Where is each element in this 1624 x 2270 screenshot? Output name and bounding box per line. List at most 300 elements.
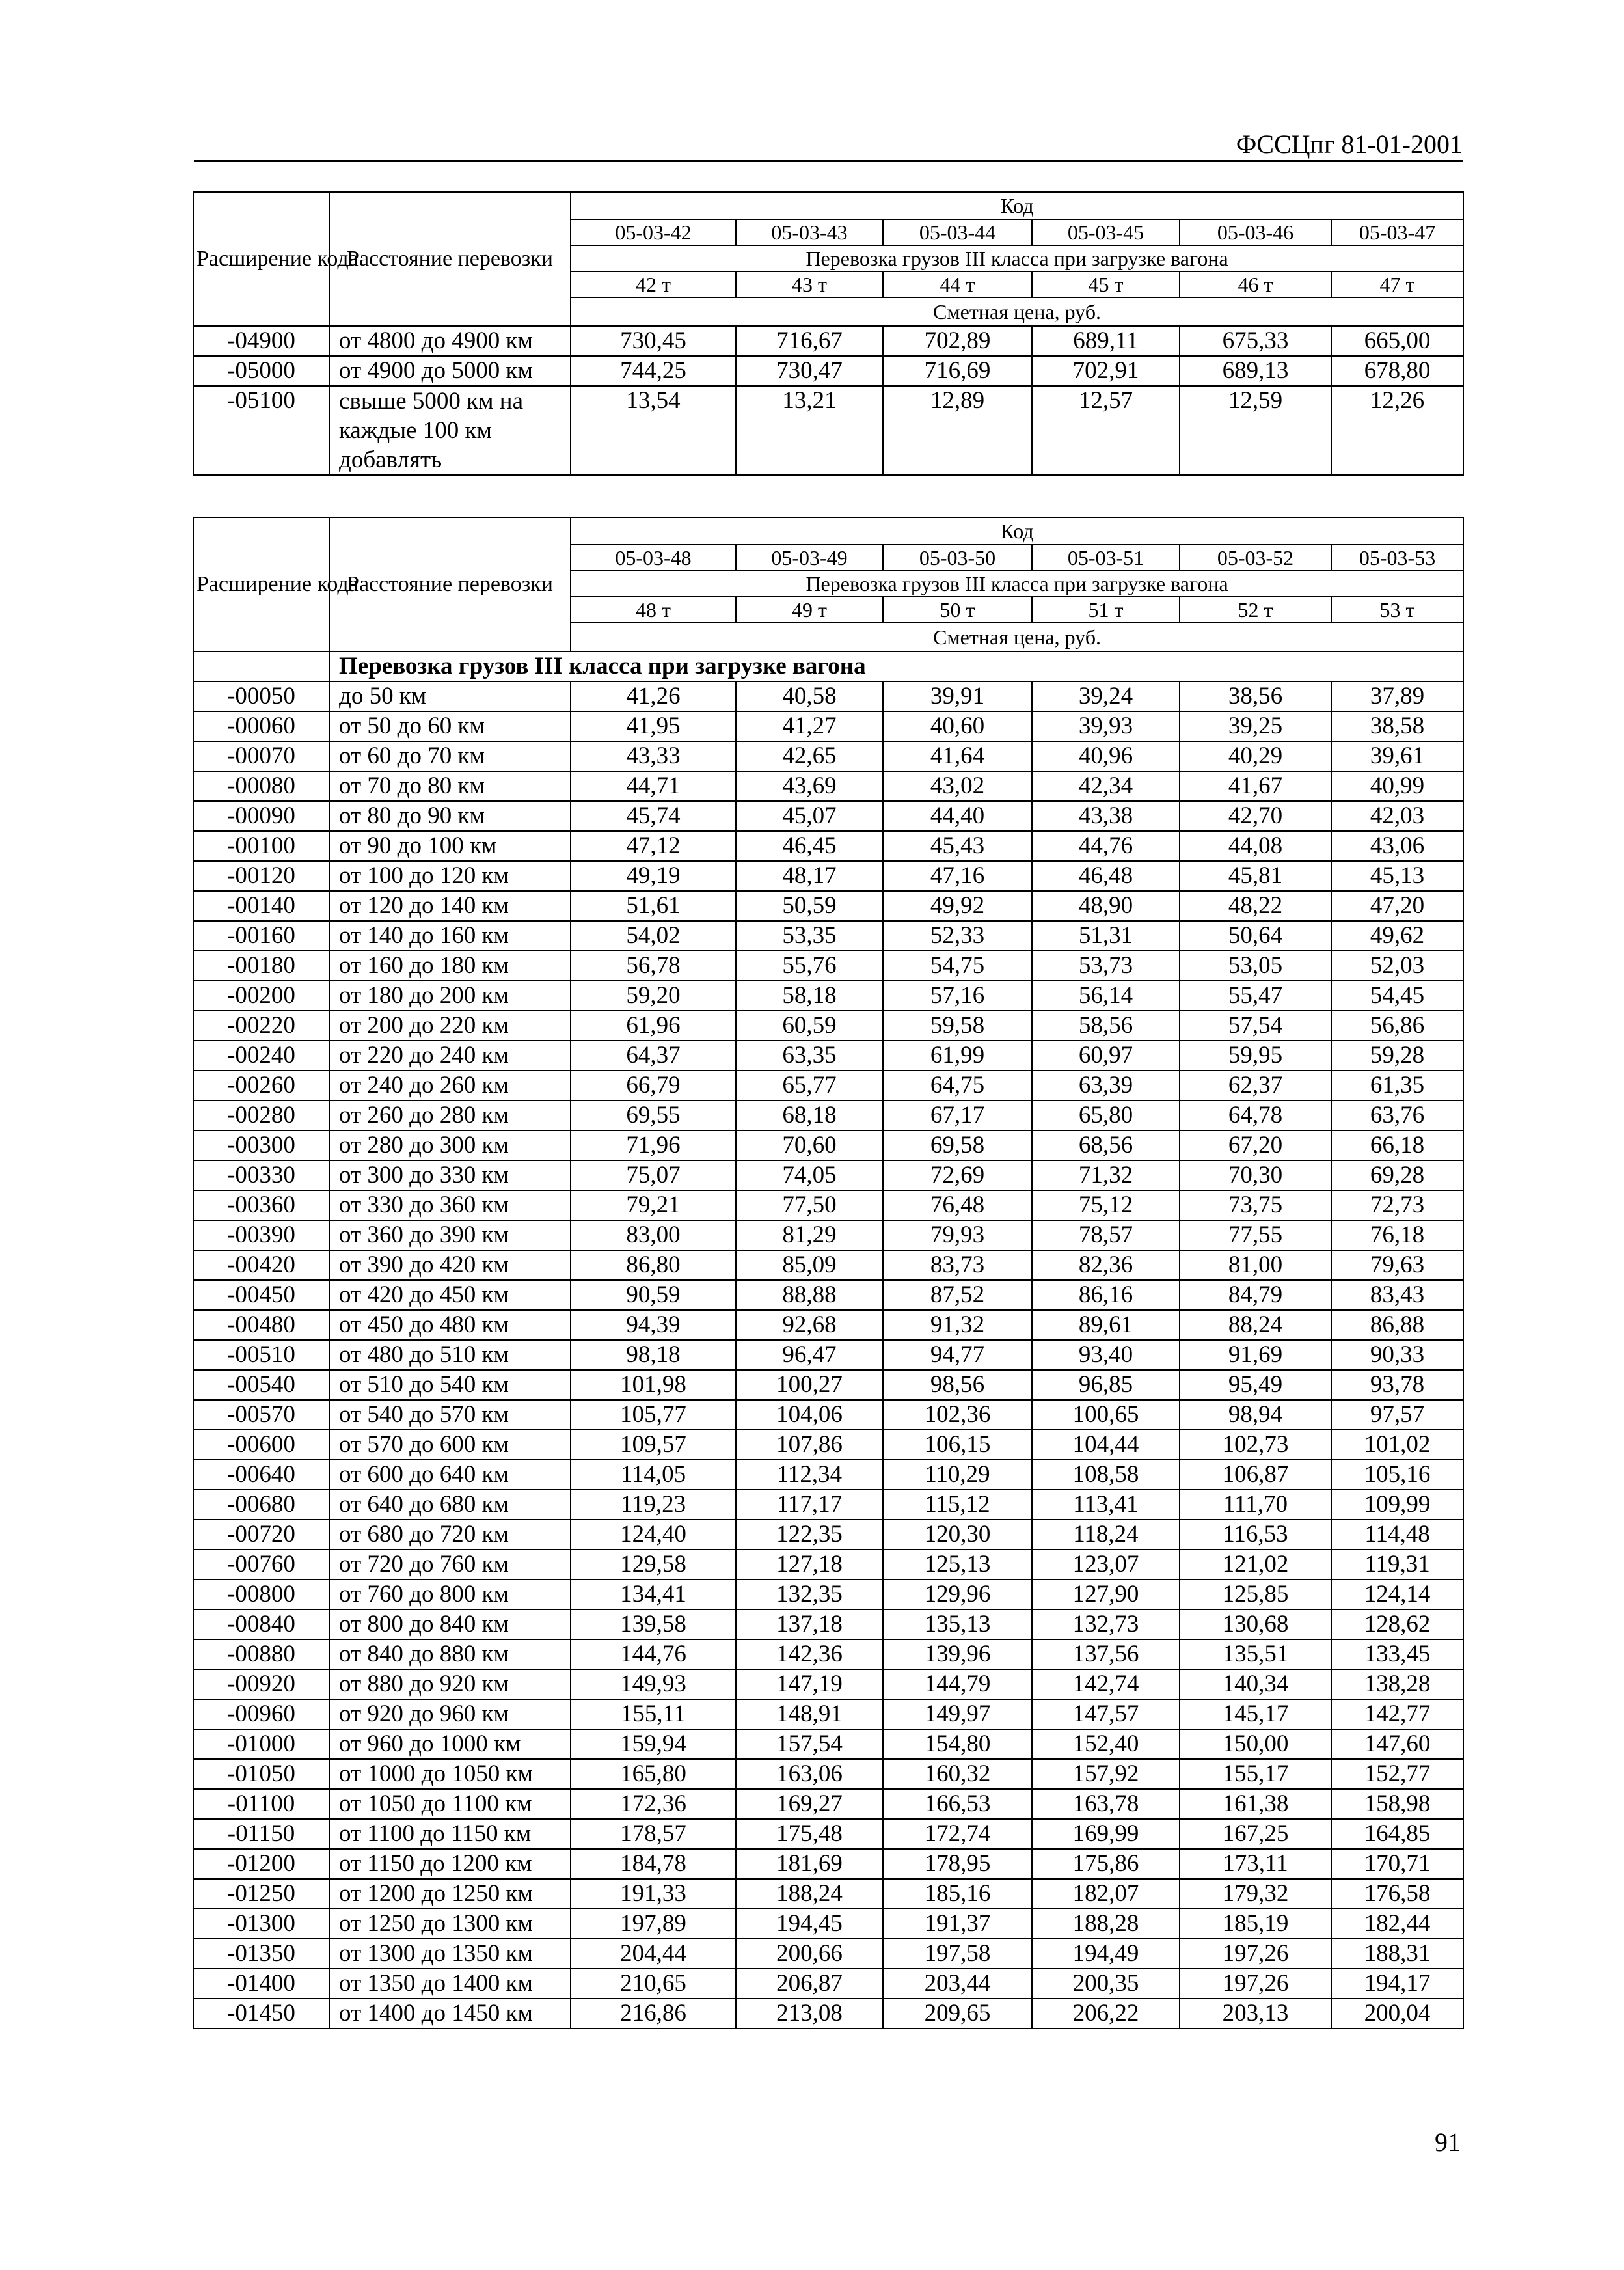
- price-cell: 149,97: [883, 1699, 1032, 1729]
- price-cell: 43,69: [736, 771, 883, 801]
- price-cell: 114,05: [571, 1460, 736, 1490]
- price-cell: 60,59: [736, 1011, 883, 1041]
- table-row: [193, 771, 1463, 801]
- section-title: Перевозка грузов III класса при загрузке вагона: [329, 651, 1463, 681]
- ext-code-cell: -00060: [193, 711, 329, 741]
- price-cell: 39,24: [1032, 681, 1180, 711]
- table-row: [193, 801, 1463, 831]
- price-cell: 124,14: [1331, 1579, 1463, 1609]
- price-cell: 40,29: [1180, 741, 1331, 771]
- price-cell: 138,28: [1331, 1669, 1463, 1699]
- price-cell: 47,16: [883, 861, 1032, 891]
- price-cell: 45,07: [736, 801, 883, 831]
- price-cell: 132,73: [1032, 1609, 1180, 1639]
- price-cell: 93,78: [1331, 1370, 1463, 1400]
- price-cell: 147,60: [1331, 1729, 1463, 1759]
- price-cell: 47,12: [571, 831, 736, 861]
- price-cell: 175,86: [1032, 1849, 1180, 1879]
- price-cell: 689,11: [1032, 326, 1180, 356]
- price-cell: 56,86: [1331, 1011, 1463, 1041]
- table-row: [193, 1310, 1463, 1340]
- price-cell: 160,32: [883, 1759, 1032, 1789]
- table-row: [193, 861, 1463, 891]
- price-cell: 112,34: [736, 1460, 883, 1490]
- price-cell: 169,99: [1032, 1819, 1180, 1849]
- price-cell: 43,38: [1032, 801, 1180, 831]
- table-row: [193, 1759, 1463, 1789]
- ext-code-cell: -00330: [193, 1160, 329, 1190]
- price-cell: 181,69: [736, 1849, 883, 1879]
- distance-cell: от 1250 до 1300 км: [329, 1909, 571, 1939]
- price-cell: 51,61: [571, 891, 736, 921]
- price-cell: 200,35: [1032, 1969, 1180, 1999]
- price-cell: 154,80: [883, 1729, 1032, 1759]
- distance-cell: от 160 до 180 км: [329, 951, 571, 981]
- price-cell: 59,95: [1180, 1041, 1331, 1071]
- price-cell: 71,32: [1032, 1160, 1180, 1190]
- load-tons: 46 т: [1180, 271, 1331, 297]
- price-cell: 142,77: [1331, 1699, 1463, 1729]
- price-cell: 50,59: [736, 891, 883, 921]
- price-cell: 152,77: [1331, 1759, 1463, 1789]
- price-cell: 104,06: [736, 1400, 883, 1430]
- distance-cell: от 80 до 90 км: [329, 801, 571, 831]
- price-cell: 139,58: [571, 1609, 736, 1639]
- table-row: [193, 1340, 1463, 1370]
- price-cell: 104,44: [1032, 1430, 1180, 1460]
- price-cell: 72,69: [883, 1160, 1032, 1190]
- ext-code-cell: -01000: [193, 1729, 329, 1759]
- price-cell: 150,00: [1180, 1729, 1331, 1759]
- price-cell: 115,12: [883, 1490, 1032, 1520]
- price-cell: 689,13: [1180, 356, 1331, 386]
- table-row: [193, 1699, 1463, 1729]
- table-row: [193, 1819, 1463, 1849]
- price-cell: 114,48: [1331, 1520, 1463, 1550]
- price-cell: 129,58: [571, 1550, 736, 1579]
- ext-code-cell: -00450: [193, 1280, 329, 1310]
- price-cell: 197,26: [1180, 1939, 1331, 1969]
- price-cell: 12,57: [1032, 386, 1180, 475]
- price-cell: 56,14: [1032, 981, 1180, 1011]
- price-cell: 62,37: [1180, 1071, 1331, 1101]
- price-cell: 54,45: [1331, 981, 1463, 1011]
- price-header: Сметная цена, руб.: [571, 297, 1463, 326]
- ext-code-cell: -00420: [193, 1250, 329, 1280]
- header-row-code: [193, 517, 1463, 545]
- price-cell: 45,43: [883, 831, 1032, 861]
- price-cell: 204,44: [571, 1939, 736, 1969]
- load-tons: 47 т: [1331, 271, 1463, 297]
- price-cell: 70,60: [736, 1130, 883, 1160]
- price-cell: 76,18: [1331, 1220, 1463, 1250]
- price-cell: 191,33: [571, 1879, 736, 1909]
- price-cell: 135,51: [1180, 1639, 1331, 1669]
- table-row: [193, 921, 1463, 951]
- table-row: [193, 981, 1463, 1011]
- price-cell: 92,68: [736, 1310, 883, 1340]
- price-cell: 144,79: [883, 1669, 1032, 1699]
- price-cell: 716,69: [883, 356, 1032, 386]
- ext-code-cell: -00120: [193, 861, 329, 891]
- table-row: [193, 1939, 1463, 1969]
- price-cell: 83,43: [1331, 1280, 1463, 1310]
- price-cell: 197,58: [883, 1939, 1032, 1969]
- price-cell: 197,26: [1180, 1969, 1331, 1999]
- price-cell: 86,80: [571, 1250, 736, 1280]
- price-cell: 184,78: [571, 1849, 736, 1879]
- price-cell: 105,77: [571, 1400, 736, 1430]
- ext-code-cell: -00100: [193, 831, 329, 861]
- ext-code-cell: -00260: [193, 1071, 329, 1101]
- price-cell: 165,80: [571, 1759, 736, 1789]
- price-cell: 169,27: [736, 1789, 883, 1819]
- price-cell: 142,74: [1032, 1669, 1180, 1699]
- section-row: [193, 651, 1463, 681]
- table-row: [193, 1250, 1463, 1280]
- distance-cell: от 4800 до 4900 км: [329, 326, 571, 356]
- ext-code-cell: -00280: [193, 1101, 329, 1130]
- price-cell: 166,53: [883, 1789, 1032, 1819]
- price-cell: 75,12: [1032, 1190, 1180, 1220]
- table-row: [193, 1400, 1463, 1430]
- ext-code-cell: -00840: [193, 1609, 329, 1639]
- table-row: [193, 1190, 1463, 1220]
- ext-code-cell: -00160: [193, 921, 329, 951]
- price-cell: 95,49: [1180, 1370, 1331, 1400]
- resource-code: 05-03-44: [883, 219, 1032, 245]
- price-cell: 58,56: [1032, 1011, 1180, 1041]
- price-cell: 48,17: [736, 861, 883, 891]
- price-cell: 40,99: [1331, 771, 1463, 801]
- price-cell: 82,36: [1032, 1250, 1180, 1280]
- price-cell: 37,89: [1331, 681, 1463, 711]
- price-cell: 206,22: [1032, 1999, 1180, 2029]
- price-cell: 110,29: [883, 1460, 1032, 1490]
- ext-code-cell: -01250: [193, 1879, 329, 1909]
- price-cell: 191,37: [883, 1909, 1032, 1939]
- resource-code: 05-03-43: [736, 219, 883, 245]
- price-cell: 53,05: [1180, 951, 1331, 981]
- price-cell: 132,35: [736, 1579, 883, 1609]
- price-cell: 74,05: [736, 1160, 883, 1190]
- ext-code-cell: -00600: [193, 1430, 329, 1460]
- price-cell: 58,18: [736, 981, 883, 1011]
- price-cell: 55,47: [1180, 981, 1331, 1011]
- price-cell: 109,57: [571, 1430, 736, 1460]
- price-cell: 49,62: [1331, 921, 1463, 951]
- price-cell: 102,36: [883, 1400, 1032, 1430]
- table-row: [193, 1999, 1463, 2029]
- resource-code: 05-03-42: [571, 219, 736, 245]
- price-cell: 161,38: [1180, 1789, 1331, 1819]
- price-cell: 157,92: [1032, 1759, 1180, 1789]
- document-code-header: ФССЦпг 81-01-2001: [1236, 130, 1463, 159]
- ext-code-cell: -01050: [193, 1759, 329, 1789]
- price-cell: 149,93: [571, 1669, 736, 1699]
- price-cell: 182,44: [1331, 1909, 1463, 1939]
- price-cell: 185,19: [1180, 1909, 1331, 1939]
- price-cell: 109,99: [1331, 1490, 1463, 1520]
- price-cell: 200,04: [1331, 1999, 1463, 2029]
- price-cell: 45,74: [571, 801, 736, 831]
- table-row: [193, 1041, 1463, 1071]
- load-tons: 43 т: [736, 271, 883, 297]
- ext-code-cell: -00880: [193, 1639, 329, 1669]
- price-cell: 84,79: [1180, 1280, 1331, 1310]
- price-cell: 67,17: [883, 1101, 1032, 1130]
- distance-cell: от 960 до 1000 км: [329, 1729, 571, 1759]
- price-cell: 50,64: [1180, 921, 1331, 951]
- distance-cell: от 180 до 200 км: [329, 981, 571, 1011]
- distance-cell: от 260 до 280 км: [329, 1101, 571, 1130]
- price-cell: 12,26: [1331, 386, 1463, 475]
- price-cell: 702,91: [1032, 356, 1180, 386]
- distance-cell: от 4900 до 5000 км: [329, 356, 571, 386]
- distance-cell: от 240 до 260 км: [329, 1071, 571, 1101]
- price-cell: 64,75: [883, 1071, 1032, 1101]
- price-cell: 178,57: [571, 1819, 736, 1849]
- price-cell: 203,44: [883, 1969, 1032, 1999]
- table-row: [193, 326, 1463, 356]
- price-cell: 46,48: [1032, 861, 1180, 891]
- price-cell: 105,16: [1331, 1460, 1463, 1490]
- price-cell: 94,39: [571, 1310, 736, 1340]
- price-cell: 43,02: [883, 771, 1032, 801]
- price-cell: 137,56: [1032, 1639, 1180, 1669]
- cargo-header: Перевозка грузов III класса при загрузке вагона: [571, 245, 1463, 271]
- price-cell: 142,36: [736, 1639, 883, 1669]
- table-row: [193, 1520, 1463, 1550]
- price-cell: 40,60: [883, 711, 1032, 741]
- price-cell: 13,54: [571, 386, 736, 475]
- load-tons: 42 т: [571, 271, 736, 297]
- price-cell: 122,35: [736, 1520, 883, 1550]
- distance-cell: от 510 до 540 км: [329, 1370, 571, 1400]
- ext-code-cell: -01200: [193, 1849, 329, 1879]
- price-cell: 102,73: [1180, 1430, 1331, 1460]
- price-cell: 145,17: [1180, 1699, 1331, 1729]
- price-cell: 158,98: [1331, 1789, 1463, 1819]
- price-cell: 39,25: [1180, 711, 1331, 741]
- price-cell: 100,65: [1032, 1400, 1180, 1430]
- price-cell: 124,40: [571, 1520, 736, 1550]
- price-cell: 86,16: [1032, 1280, 1180, 1310]
- price-cell: 67,20: [1180, 1130, 1331, 1160]
- price-cell: 47,20: [1331, 891, 1463, 921]
- price-header: Сметная цена, руб.: [571, 623, 1463, 651]
- price-cell: 55,76: [736, 951, 883, 981]
- ext-code-cell: -00760: [193, 1550, 329, 1579]
- price-cell: 40,58: [736, 681, 883, 711]
- price-cell: 86,88: [1331, 1310, 1463, 1340]
- price-cell: 52,03: [1331, 951, 1463, 981]
- price-cell: 70,30: [1180, 1160, 1331, 1190]
- price-cell: 44,71: [571, 771, 736, 801]
- price-cell: 675,33: [1180, 326, 1331, 356]
- price-cell: 159,94: [571, 1729, 736, 1759]
- price-cell: 63,35: [736, 1041, 883, 1071]
- price-cell: 83,73: [883, 1250, 1032, 1280]
- header-row-code: [193, 192, 1463, 219]
- distance-cell: от 1350 до 1400 км: [329, 1969, 571, 1999]
- price-cell: 68,18: [736, 1101, 883, 1130]
- price-cell: 12,59: [1180, 386, 1331, 475]
- price-cell: 79,63: [1331, 1250, 1463, 1280]
- price-cell: 188,31: [1331, 1939, 1463, 1969]
- price-cell: 45,13: [1331, 861, 1463, 891]
- price-cell: 120,30: [883, 1520, 1032, 1550]
- price-cell: 157,54: [736, 1729, 883, 1759]
- price-cell: 128,62: [1331, 1609, 1463, 1639]
- price-cell: 42,65: [736, 741, 883, 771]
- table-row: [193, 1490, 1463, 1520]
- price-cell: 91,69: [1180, 1340, 1331, 1370]
- price-cell: 172,74: [883, 1819, 1032, 1849]
- load-tons: 49 т: [736, 597, 883, 623]
- price-cell: 48,22: [1180, 891, 1331, 921]
- price-cell: 94,77: [883, 1340, 1032, 1370]
- price-table-2: [193, 517, 1464, 2029]
- price-cell: 140,34: [1180, 1669, 1331, 1699]
- resource-code: 05-03-53: [1331, 545, 1463, 571]
- price-cell: 90,33: [1331, 1340, 1463, 1370]
- price-cell: 72,73: [1331, 1190, 1463, 1220]
- price-cell: 63,39: [1032, 1071, 1180, 1101]
- table-row: [193, 1130, 1463, 1160]
- price-cell: 42,70: [1180, 801, 1331, 831]
- ext-code-cell: -00390: [193, 1220, 329, 1250]
- price-cell: 73,75: [1180, 1190, 1331, 1220]
- price-cell: 125,13: [883, 1550, 1032, 1579]
- table-row: [193, 681, 1463, 711]
- table-row: [193, 1579, 1463, 1609]
- price-cell: 42,34: [1032, 771, 1180, 801]
- table-row: [193, 711, 1463, 741]
- price-cell: 48,90: [1032, 891, 1180, 921]
- price-cell: 49,19: [571, 861, 736, 891]
- table-row: [193, 1849, 1463, 1879]
- price-cell: 98,18: [571, 1340, 736, 1370]
- code-header: Код: [571, 192, 1463, 219]
- ext-code-cell: -00240: [193, 1041, 329, 1071]
- price-cell: 12,89: [883, 386, 1032, 475]
- price-cell: 147,19: [736, 1669, 883, 1699]
- ext-code-cell: -00720: [193, 1520, 329, 1550]
- price-cell: 53,35: [736, 921, 883, 951]
- load-tons: 45 т: [1032, 271, 1180, 297]
- price-cell: 200,66: [736, 1939, 883, 1969]
- resource-code: 05-03-50: [883, 545, 1032, 571]
- price-cell: 44,08: [1180, 831, 1331, 861]
- price-cell: 101,98: [571, 1370, 736, 1400]
- load-tons: 48 т: [571, 597, 736, 623]
- price-cell: 176,58: [1331, 1879, 1463, 1909]
- ext-code-cell: -00510: [193, 1340, 329, 1370]
- price-cell: 155,17: [1180, 1759, 1331, 1789]
- price-cell: 65,77: [736, 1071, 883, 1101]
- price-cell: 66,18: [1331, 1130, 1463, 1160]
- table-row: [193, 1789, 1463, 1819]
- price-cell: 133,45: [1331, 1639, 1463, 1669]
- price-cell: 130,68: [1180, 1609, 1331, 1639]
- table-row: [193, 1430, 1463, 1460]
- price-cell: 194,49: [1032, 1939, 1180, 1969]
- ext-code-cell: -00360: [193, 1190, 329, 1220]
- price-cell: 185,16: [883, 1879, 1032, 1909]
- price-cell: 59,58: [883, 1011, 1032, 1041]
- price-cell: 96,47: [736, 1340, 883, 1370]
- price-cell: 164,85: [1331, 1819, 1463, 1849]
- price-cell: 188,28: [1032, 1909, 1180, 1939]
- price-cell: 76,48: [883, 1190, 1032, 1220]
- price-cell: 123,07: [1032, 1550, 1180, 1579]
- distance-cell: от 1050 до 1100 км: [329, 1789, 571, 1819]
- ext-code-cell: -01100: [193, 1789, 329, 1819]
- price-cell: 61,96: [571, 1011, 736, 1041]
- price-cell: 167,25: [1180, 1819, 1331, 1849]
- load-tons: 53 т: [1331, 597, 1463, 623]
- price-cell: 121,02: [1180, 1550, 1331, 1579]
- table-row: [193, 1550, 1463, 1579]
- distance-cell: от 60 до 70 км: [329, 741, 571, 771]
- distance-cell: от 100 до 120 км: [329, 861, 571, 891]
- distance-cell: до 50 км: [329, 681, 571, 711]
- distance-cell: от 480 до 510 км: [329, 1340, 571, 1370]
- distance-cell: от 220 до 240 км: [329, 1041, 571, 1071]
- price-cell: 44,76: [1032, 831, 1180, 861]
- ext-code-cell: -01450: [193, 1999, 329, 2029]
- price-cell: 41,26: [571, 681, 736, 711]
- price-cell: 111,70: [1180, 1490, 1331, 1520]
- table-row: [193, 1160, 1463, 1190]
- price-cell: 172,36: [571, 1789, 736, 1819]
- distance-cell: от 540 до 570 км: [329, 1400, 571, 1430]
- price-cell: 197,89: [571, 1909, 736, 1939]
- ext-code-cell: -00070: [193, 741, 329, 771]
- table-row: [193, 891, 1463, 921]
- distance-cell: от 570 до 600 км: [329, 1430, 571, 1460]
- price-cell: 101,02: [1331, 1430, 1463, 1460]
- price-cell: 60,97: [1032, 1041, 1180, 1071]
- price-cell: 53,73: [1032, 951, 1180, 981]
- load-tons: 44 т: [883, 271, 1032, 297]
- price-table-1: [193, 191, 1464, 476]
- price-cell: 90,59: [571, 1280, 736, 1310]
- price-cell: 41,67: [1180, 771, 1331, 801]
- price-cell: 125,85: [1180, 1579, 1331, 1609]
- price-cell: 206,87: [736, 1969, 883, 1999]
- distance-header: Расстояние перевозки: [329, 517, 571, 651]
- resource-code: 05-03-47: [1331, 219, 1463, 245]
- price-cell: 137,18: [736, 1609, 883, 1639]
- price-cell: 118,24: [1032, 1520, 1180, 1550]
- price-cell: 119,31: [1331, 1550, 1463, 1579]
- distance-cell: от 640 до 680 км: [329, 1490, 571, 1520]
- distance-cell: от 760 до 800 км: [329, 1579, 571, 1609]
- price-cell: 88,88: [736, 1280, 883, 1310]
- table-row: [193, 1280, 1463, 1310]
- price-cell: 175,48: [736, 1819, 883, 1849]
- distance-cell: от 800 до 840 км: [329, 1609, 571, 1639]
- ext-code-cell: -00640: [193, 1460, 329, 1490]
- ext-code-header: Расширение кода: [193, 517, 329, 651]
- price-cell: 49,92: [883, 891, 1032, 921]
- price-cell: 69,58: [883, 1130, 1032, 1160]
- price-cell: 39,91: [883, 681, 1032, 711]
- ext-code-cell: -01150: [193, 1819, 329, 1849]
- distance-cell: от 720 до 760 км: [329, 1550, 571, 1579]
